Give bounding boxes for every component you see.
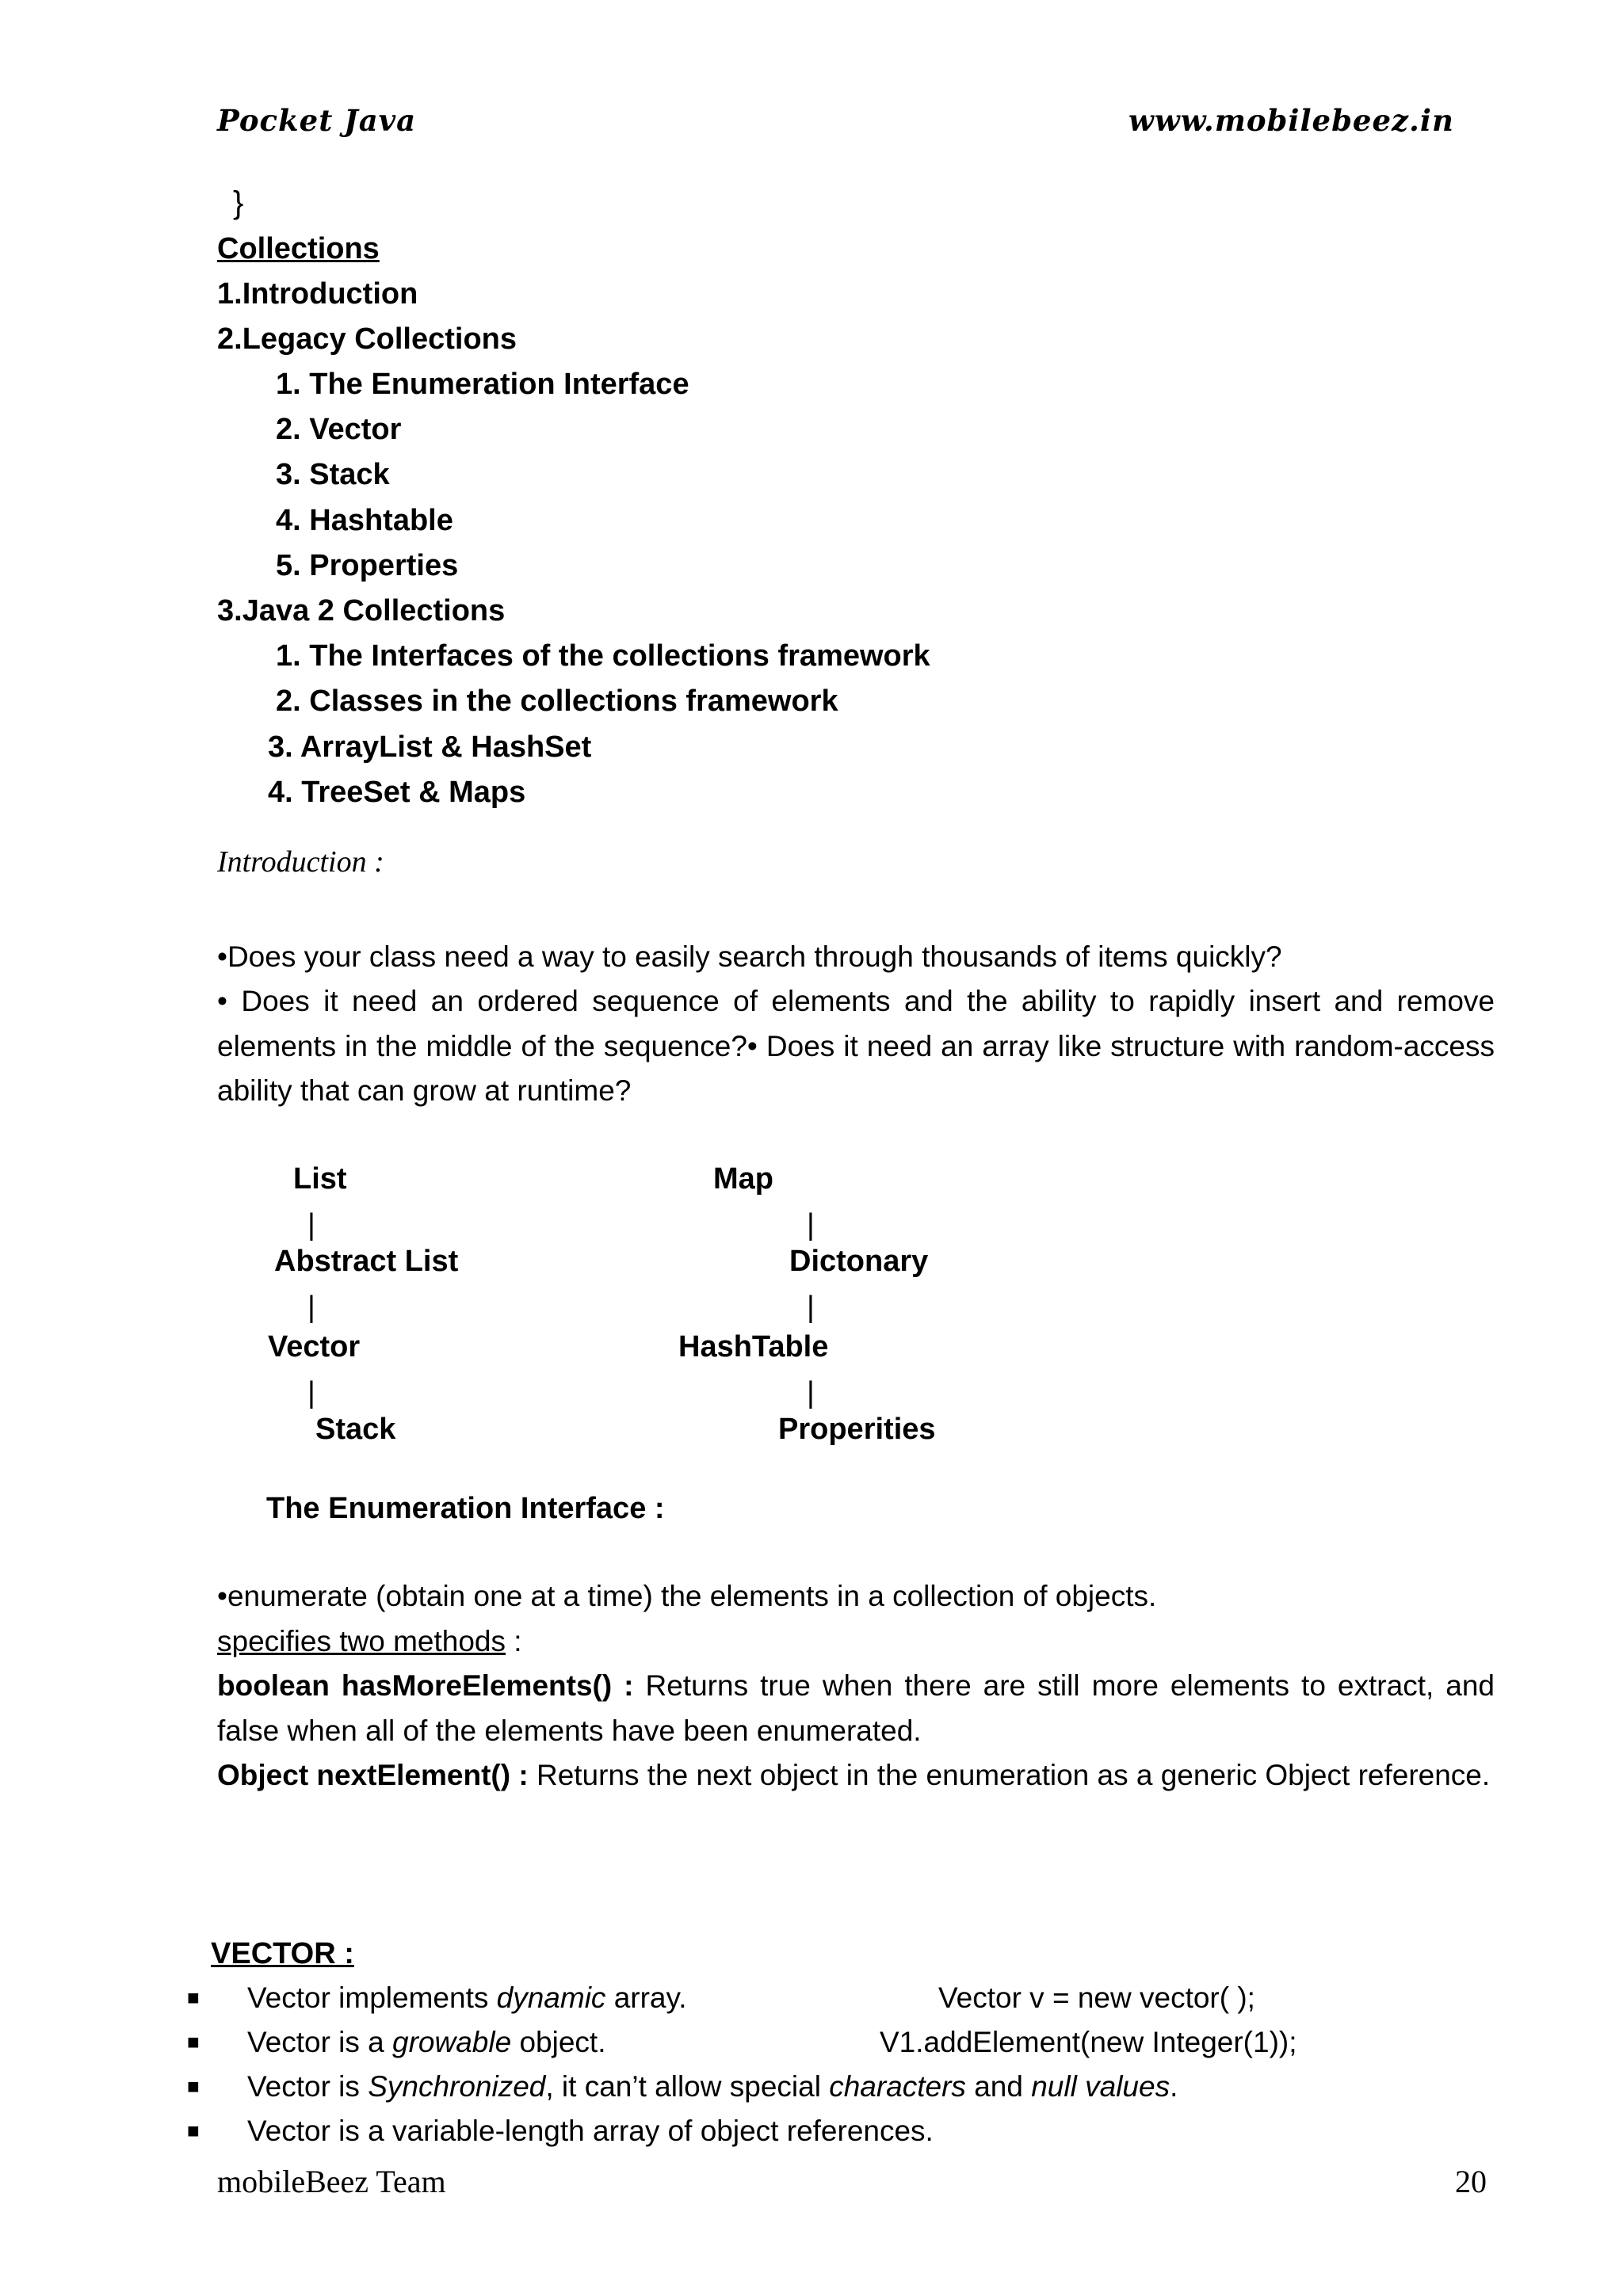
intro-paragraph-2-text: • Does it need an ordered sequence of elements and the ability to rapidly insert and remove elements in the middle of the sequence?• Does it need an array like structure with random-access ability that can grow at runtime? [217,985,1495,1107]
hierarchy-properities: Properities [778,1413,936,1446]
vector-bullet-1-em: dynamic [496,1981,606,2014]
collections-title: Collections [217,232,380,265]
vector-bullet-2 [247,2020,605,2065]
header-url: www.mobilebeez.in [1128,103,1454,138]
toc-subitem: 3. ArrayList & HashSet [268,730,592,764]
bullet-icon: ■ [187,2074,200,2098]
bullet-icon: ■ [187,2119,200,2142]
hierarchy-stack: Stack [315,1413,396,1446]
specifies-text: specifies two methods [217,1624,506,1657]
enumeration-heading: The Enumeration Interface : [266,1492,665,1525]
toc-subitem: 2. Vector [276,413,402,446]
hierarchy-list: List [293,1162,347,1196]
enumeration-specifies [217,1619,1495,1665]
hierarchy-connector: | [807,1291,815,1324]
vector-bullet-3 [247,2065,1178,2109]
hierarchy-connector: | [307,1208,315,1241]
hierarchy-map: Map [713,1162,773,1196]
method-next-element [217,1753,1495,1798]
toc-subitem: 1. The Enumeration Interface [276,368,689,401]
toc-item: 3.Java 2 Collections [217,594,506,627]
vector-bullet-2-em: growable [392,2026,512,2058]
hierarchy-hashtable: HashTable [678,1330,829,1363]
method-2-signature: Object nextElement() : [217,1759,529,1791]
toc-subitem: 2. Classes in the collections framework [276,685,838,718]
method-has-more-elements [217,1664,1495,1753]
bullet-icon: ■ [187,2030,200,2054]
vector-bullet-1-pre: Vector implements [247,1981,497,2014]
hierarchy-connector: | [807,1376,815,1409]
vector-heading: VECTOR : [211,1937,354,1970]
hierarchy-connector: | [307,1376,315,1409]
hierarchy-dictonary: Dictonary [789,1245,929,1278]
vector-bullet-3-mid1: , it can’t allow special [545,2070,830,2103]
vector-code-2: V1.addElement(new Integer(1)); [880,2026,1297,2058]
introduction-heading: Introduction : [217,845,384,879]
vector-bullet-2-pre: Vector is a [247,2026,393,2058]
vector-bullet-3-em3: null values [1031,2070,1170,2103]
toc-subitem: 1. The Interfaces of the collections framework [276,639,930,673]
vector-code-1: Vector v = new vector( ); [938,1981,1255,2014]
header-title: Pocket Java [217,103,417,138]
vector-bullet-4: Vector is a variable-length array of object references. [247,2115,934,2147]
footer-team: mobileBeez Team [217,2164,446,2199]
method-1-description: Returns true when there are still more elements to extract, and false when all of the elements have been enumerated. [217,1669,1495,1747]
vector-bullet-3-em1: Synchronized [368,2070,546,2103]
toc-item: 2.Legacy Collections [217,322,517,356]
toc-item: 1.Introduction [217,277,418,311]
vector-bullet-2-post: object. [511,2026,606,2058]
specifies-suffix: : [506,1624,522,1657]
enumeration-body [217,1574,1495,1798]
hierarchy-abstract-list: Abstract List [274,1245,459,1278]
vector-bullet-3-pre: Vector is [247,2070,369,2103]
vector-bullet-1-post: array. [605,1981,687,2014]
vector-bullet-3-mid2: and [965,2070,1032,2103]
intro-paragraph-2 [217,979,1495,1114]
hierarchy-vector: Vector [268,1330,361,1363]
vector-bullet-3-em2: characters [829,2070,966,2103]
enumeration-line-1: •enumerate (obtain one at a time) the elements in a collection of objects. [217,1580,1157,1612]
closing-brace: } [233,185,244,220]
page-number: 20 [1455,2164,1487,2199]
method-1-signature: boolean hasMoreElements() : [217,1669,634,1702]
intro-line-1-text: •Does your class need a way to easily search through thousands of items quickly? [217,940,1282,973]
hierarchy-connector: | [807,1208,815,1241]
bullet-icon: ■ [187,1985,200,2009]
vector-bullet-1 [247,1976,687,2020]
vector-bullet-3-post: . [1170,2070,1178,2103]
toc-subitem: 5. Properties [276,549,459,582]
toc-subitem: 4. Hashtable [276,504,453,537]
toc-subitem: 4. TreeSet & Maps [268,776,526,809]
intro-line-1 [217,935,1495,980]
method-2-description: Returns the next object in the enumeration as a generic Object reference. [528,1759,1491,1791]
toc-subitem: 3. Stack [276,458,390,491]
hierarchy-connector: | [307,1291,315,1324]
